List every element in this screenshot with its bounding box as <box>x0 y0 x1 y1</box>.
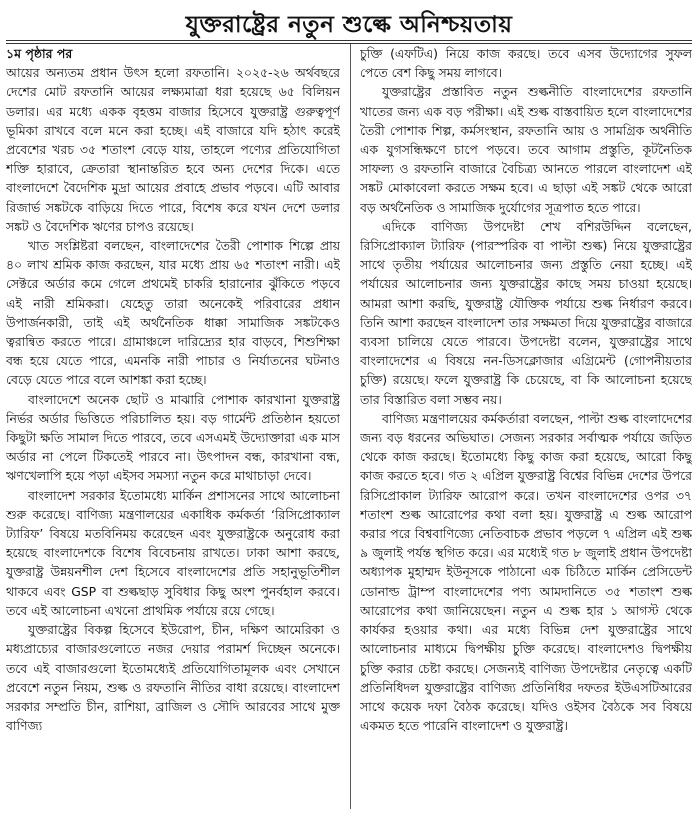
paragraph: বাংলাদেশে অনেক ছোট ও মাঝারি পোশাক কারখানা যুক্তরাষ্ট্র নির্ভর অর্ডার ভিত্তিতে পরিচালিত হয়। বড় গার্মেন্ট প্রতিষ্ঠান হয়তো কিছুটা ক্ষতি সামাল দিতে পারবে, তবে এসএমই উদ্যোক্তারা এক মাস অর্ডার না পেলে টিকতেই পারবে না। উৎপাদন বন্ধ, কারখানা বন্ধ, ঋণখেলাপি হয়ে পড়া এইসব সমস্যা নতুন করে মাথাচাড়া দেবে। <box>6 391 340 484</box>
paragraph: যুক্তরাষ্ট্রের বিকল্প হিসেবে ইউরোপ, চীন, দক্ষিণ আমেরিকা ও মধ্যপ্রাচ্যের বাজারগুলোতে নজর দেয়ার পরামর্শ দিচ্ছেন অনেকে। তবে এই বাজারগুলো ইতোমধ্যেই প্রতিযোগিতামূলক এবং সেখানে প্রবেশে নতুন নিয়ম, শুল্ক ও রফতানি নীতির বাধা রয়েছে। বাংলাদেশ সরকার সম্প্রতি চীন, রাশিয়া, ব্রাজিল ও সৌদি আরবের সাথে মুক্ত বাণিজ্য <box>6 622 340 734</box>
left-column <box>6 44 340 809</box>
paragraph: আয়ের অন্যতম প্রধান উৎস হলো রফতানি। ২০২৫-২৬ অর্থবছরে দেশের মোট রফতানি আয়ের লক্ষ্যমাত্রা ধরা হয়েছে ৬৫ বিলিয়ন ডলার। এর মধ্যে একক বৃহত্তম বাজার হিসেবে যুক্তরাষ্ট্র গুরুত্বপূর্ণ ভূমিকা রাখবে বলে মনে করা হচ্ছে। এই বাজারে যদি হঠাৎ করেই প্রবেশের খরচ ৩৫ শতাংশ বেড়ে যায়, তাহলে পণ্যের প্রতিযোগিতা শক্তি হারাবে, ক্রেতারা স্থানান্তরিত হবে অন্য দেশের দিকে। এতে বাংলাদেশে বৈদেশিক মুদ্রা আয়ের প্রবাহে প্রভাব পড়বে। এটি আবার রিজার্ভ সঙ্কটকে বাড়িয়ে দিতে পারে, বিশেষ করে যখন দেশে ডলার সঙ্কট ও বৈদেশিক ঋণের চাপও রয়েছে। <box>6 65 340 234</box>
continuation-label: ১ম পৃষ্ঠার পর <box>6 46 73 61</box>
paragraph: এদিকে বাণিজ্য উপদেষ্টা শেখ বশিরউদ্দিন বলেছেন, রিসিপ্রোক্যাল ট্যারিফ (পারস্পরিক বা পাল্টা শুল্ক) নিয়ে যুক্তরাষ্ট্রের সাথে তৃতীয় পর্যায়ের আলোচনার জন্য প্রস্তুতি নেয়া হচ্ছে। এই পর্যায়ের আলোচনার জন্য যুক্তরাষ্ট্রের কাছে সময় চাওয়া হয়েছে। আমরা আশা করছি, যুক্তরাষ্ট্র যৌক্তিক পর্যায়ে শুল্ক নির্ধারণ করবে। তিনি আশা করছেন বাংলাদেশ তার সক্ষমতা দিয়ে যুক্তরাষ্ট্রের বাজারে ব্যবসা চালিয়ে যেতে পারবে। উপদেষ্টা বলেন, যুক্তরাষ্ট্রের সাথে বাংলাদেশের এ বিষয়ে নন-ডিসক্লোজার এগ্রিমেন্ট (গোপনীয়তার চুক্তি) রয়েছে। ফলে যুক্তরাষ্ট্র কি চেয়েছে, বা কি আলোচনা হয়েছে তার বিস্তারিত বলা সম্ভব নয়। <box>360 218 692 407</box>
paragraph: খাত সংশ্লিষ্টরা বলছেন, বাংলাদেশের তৈরী পোশাক শিল্পে প্রায় ৪০ লাখ শ্রমিক কাজ করছেন, যার মধ্যে প্রায় ৬৫ শতাংশ নারী। এই সেক্টরে অর্ডার কমে গেলে প্রথমেই চাকরি হারানোর ঝুঁকিতে পড়বে এই নারী শ্রমিকরা। যেহেতু তারা অনেকেই পরিবারের প্রধান উপার্জনকারী, তাই এই অর্থনৈতিক ধাক্কা সামাজিক সঙ্কটকেও ত্বরান্বিত করতে পারে। গ্রামাঞ্চলে দারিদ্র্যের হার বাড়বে, শিশুশিক্ষা বন্ধ হয়ে যেতে পারে, এমনকি নারী পাচার ও নির্যাতনের ঘটনাও বেড়ে যেতে পারে বলে আশঙ্কা করা হচ্ছে। <box>6 238 340 388</box>
right-column <box>360 44 692 809</box>
headline: যুক্তরাষ্ট্রের নতুন শুল্কে অনিশ্চয়তায় <box>185 10 513 38</box>
paragraph: বাংলাদেশ সরকার ইতোমধ্যে মার্কিন প্রশাসনের সাথে আলোচনা শুরু করেছে। বাণিজ্য মন্ত্রণালয়ের একাধিক কর্মকর্তা ‘রিসিপ্রোক্যাল ট্যারিফ’ বিষয়ে মতবিনিময় করেছেন এবং যুক্তরাষ্ট্রকে অনুরোধ করা হয়েছে বাংলাদেশকে বিশেষ বিবেচনায় রাখতে। ঢাকা আশা করছে, যুক্তরাষ্ট্র উন্নয়নশীল দেশ হিসেবে বাংলাদেশের প্রতি সহানুভূতিশীল থাকবে এবং GSP বা শুল্কছাড় সুবিধার কিছু অংশ পুনর্বহাল করবে। তবে এই আলোচনা এখনো প্রাথমিক পর্যায়ে রয়ে গেছে। <box>6 487 340 618</box>
paragraph: বাণিজ্য মন্ত্রণালয়ের কর্মকর্তারা বলছেন, পাল্টা শুল্ক বাংলাদেশের জন্য বড় ধরনের অভিঘাত। সেজন্য সরকার সর্বাত্মক পর্যায়ে জড়িত থেকে কাজ করছে। ইতোমধ্যে কিছু কাজ করা হয়েছে, আরো কিছু কাজ করতে হবে। গত ২ এপ্রিল যুক্তরাষ্ট্র বিশ্বের বিভিন্ন দেশের উপরে রিসিপ্রোকাল ট্যারিফ আরোপ করে। তখন বাংলাদেশের ওপর ৩৭ শতাংশ শুল্ক আরোপের কথা বলা হয়। যুক্তরাষ্ট্র এ শুল্ক আরোপ করার পরে বিশ্ববাণিজ্যে নেতিবাচক প্রভাব পড়লে ৭ এপ্রিল এই শুল্ক ৯ জুলাই পর্যন্ত স্থগিত করে। এর মধ্যেই গত ৮ জুলাই প্রধান উপদেষ্টা অধ্যাপক মুহাম্মদ ইউনূসকে পাঠানো এক চিঠিতে মার্কিন প্রেসিডেন্ট ডোনাল্ড ট্রাম্প বাংলাদেশের পণ্য আমদানিতে ৩৫ শতাংশ শুল্ক আরোপের কথা জানিয়েছেন। নতুন এ শুল্ক হার ১ আগস্ট থেকে কার্যকর হওয়ার কথা। এর মধ্যে বিভিন্ন দেশ যুক্তরাষ্ট্রের সাথে আলোচনার মাধ্যমে দ্বিপক্ষীয় চুক্তি করেছে। বাংলাদেশও দ্বিপক্ষীয় চুক্তি করার চেষ্টা করছে। সেজন্যই বাণিজ্য উপদেষ্টার নেতৃত্বে একটি প্রতিনিধিদল যুক্তরাষ্ট্রের বাণিজ্য প্রতিনিধির দফতর ইউএসটিআরের সাথে কয়েক দফা বৈঠক করেছে। যদিও ওইসব বৈঠকে সব বিষয়ে একমত হতে পারেনি বাংলাদেশ ও যুক্তরাষ্ট্র। <box>360 410 692 734</box>
paragraph: চুক্তি (এফটিএ) নিয়ে কাজ করছে। তবে এসব উদ্যোগের সুফল পেতে বেশ কিছু সময় লাগবে। <box>360 46 692 81</box>
column-divider <box>350 44 351 809</box>
paragraph: যুক্তরাষ্ট্রের প্রস্তাবিত নতুন শুল্কনীতি বাংলাদেশের রফতানি খাতের জন্য এক বড় পরীক্ষা। এই শুল্ক বাস্তবায়িত হলে বাংলাদেশের তৈরী পোশাক শিল্প, কর্মসংস্থান, রফতানি আয় ও সামগ্রিক অর্থনীতি এক যুগসন্ধিক্ষণে চাপে পড়বে। তবে আগাম প্রস্তুতি, কূটনৈতিক সাফল্য ও রফতানি বাজারে বৈচিত্র্য আনতে পারলে বাংলাদেশ এই সঙ্কট মোকাবেলা করতে সক্ষম হবে। এ ছাড়া এই সঙ্কট থেকে আরো বড় অর্থনৈতিক ও সামাজিক দুর্যোগের সূত্রপাত হতে পারে। <box>360 84 692 215</box>
headline-rule-top <box>6 40 692 41</box>
